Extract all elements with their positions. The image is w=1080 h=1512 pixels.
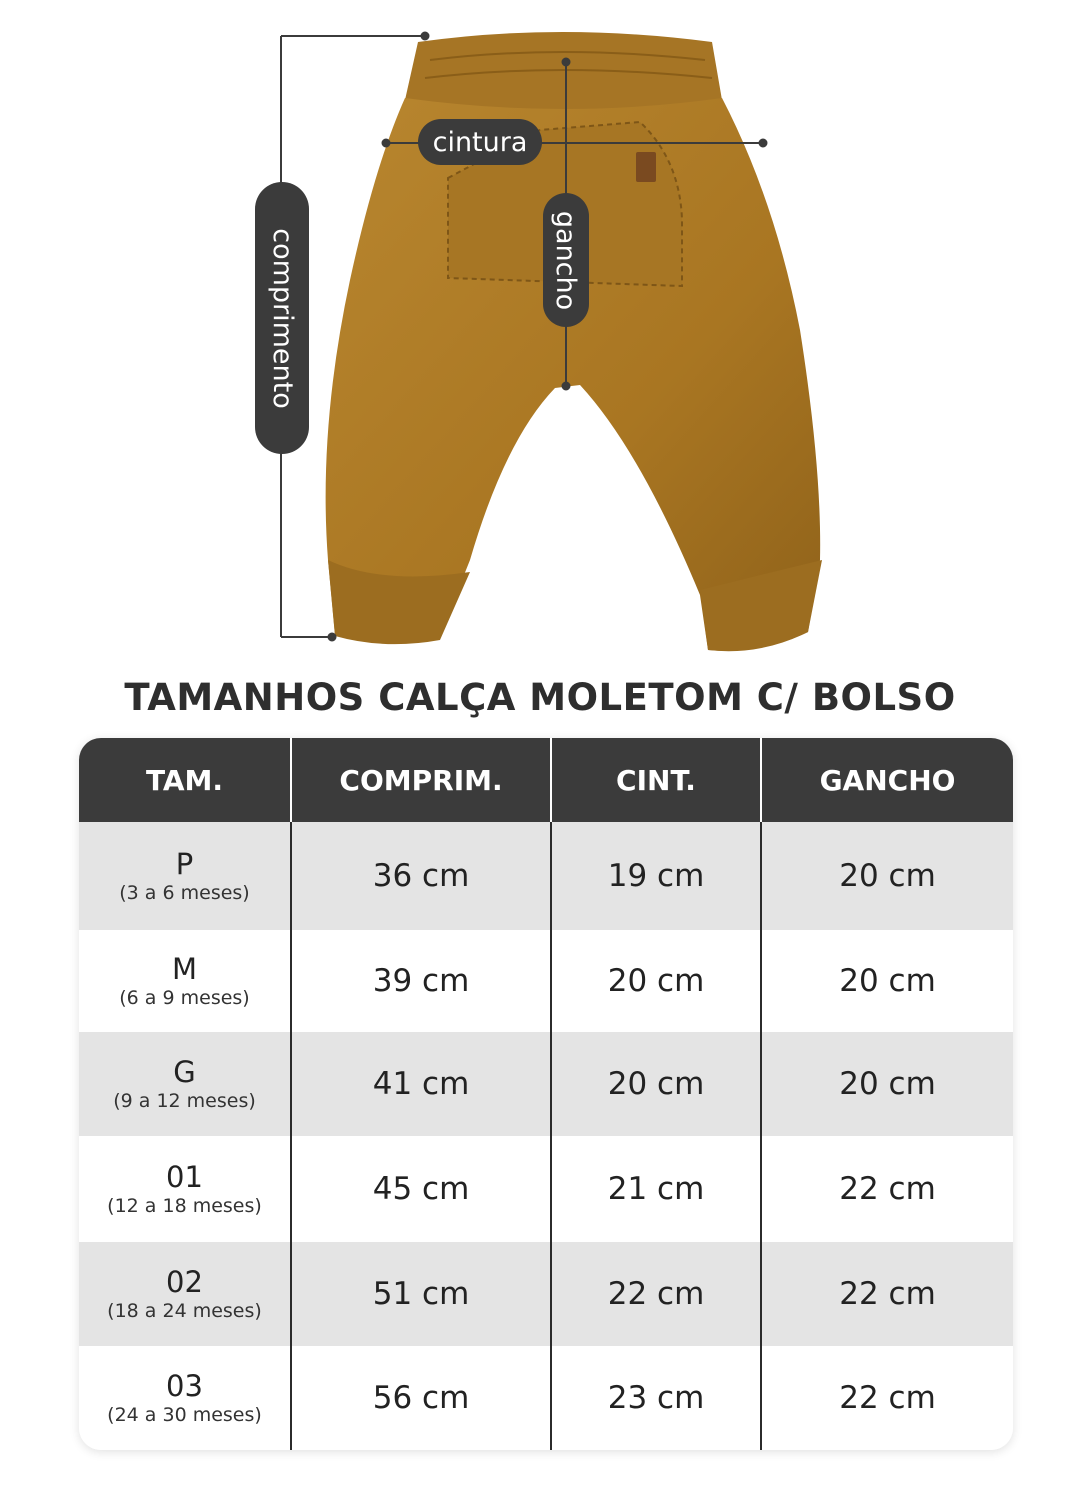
rise-label-text: gancho (550, 210, 582, 310)
length-label (255, 182, 309, 454)
table-row (79, 1032, 1013, 1136)
size-code: G (173, 1055, 196, 1089)
size-age: (9 a 12 meses) (113, 1090, 256, 1112)
waist-cell: 20 cm (552, 930, 762, 1032)
length-cell: 51 cm (292, 1242, 552, 1346)
length-cell: 56 cm (292, 1346, 552, 1450)
rise-label (543, 193, 589, 327)
size-cell (79, 1242, 292, 1346)
waist-label-text: cintura (432, 126, 528, 158)
size-cell (79, 1346, 292, 1450)
rise-cell: 22 cm (839, 1171, 936, 1207)
rise-cell: 20 cm (839, 963, 936, 999)
length-cell: 36 cm (292, 822, 552, 930)
length-cell: 45 cm (292, 1136, 552, 1242)
waist-cell: 23 cm (552, 1346, 762, 1450)
header-waist: CINT. (552, 738, 762, 822)
size-age: (3 a 6 meses) (119, 882, 250, 904)
rise-cell: 22 cm (839, 1380, 936, 1416)
header-length: COMPRIM. (292, 738, 552, 822)
table-row (79, 1346, 1013, 1450)
header-size: TAM. (79, 738, 292, 822)
size-age: (6 a 9 meses) (119, 987, 250, 1009)
size-cell (79, 1032, 292, 1136)
pants-illustration (0, 0, 1080, 680)
size-cell (79, 822, 292, 930)
waist-cell: 22 cm (552, 1242, 762, 1346)
length-label-text: comprimento (266, 227, 298, 409)
rise-cell: 20 cm (839, 858, 936, 894)
rise-cell: 20 cm (839, 1066, 936, 1102)
waist-cell: 20 cm (552, 1032, 762, 1136)
size-table (79, 738, 1013, 1450)
table-row (79, 822, 1013, 930)
table-row (79, 930, 1013, 1032)
length-cell: 41 cm (292, 1032, 552, 1136)
table-header (79, 738, 1013, 822)
table-row (79, 1136, 1013, 1242)
waist-cell: 21 cm (552, 1136, 762, 1242)
table-row (79, 1242, 1013, 1346)
rise-cell: 22 cm (839, 1276, 936, 1312)
page-title: TAMANHOS CALÇA MOLETOM C/ BOLSO (124, 676, 956, 719)
size-code: P (175, 847, 194, 881)
waist-label (418, 119, 542, 165)
size-cell (79, 1136, 292, 1242)
header-rise: GANCHO (819, 763, 956, 797)
size-code: 03 (166, 1369, 203, 1403)
size-cell (79, 930, 292, 1032)
size-code: 02 (166, 1265, 203, 1299)
waist-cell: 19 cm (552, 822, 762, 930)
size-age: (18 a 24 meses) (107, 1300, 262, 1322)
size-code: 01 (166, 1160, 203, 1194)
pants-figure (0, 0, 1080, 680)
length-cell: 39 cm (292, 930, 552, 1032)
size-code: M (171, 952, 198, 986)
size-age: (12 a 18 meses) (107, 1195, 262, 1217)
size-age: (24 a 30 meses) (107, 1404, 262, 1426)
